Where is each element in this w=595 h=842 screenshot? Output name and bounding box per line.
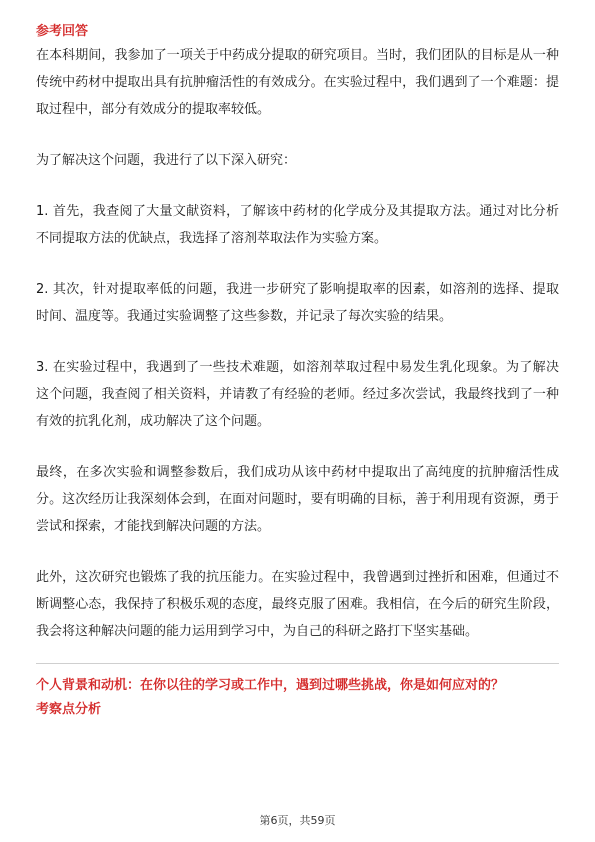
paragraph-research-lead: 为了解决这个问题，我进行了以下深入研究：	[36, 153, 297, 168]
paragraph-reflection: 此外，这次研究也锻炼了我的抗压能力。在实验过程中，我曾遇到过挫折和困难，但通过不断调整心态，我保持了积极乐观的态度，最终克服了困难。我相信，在今后的研究生阶段，我会将这种解决问题的能力运用到学习中，为自己的科研之路打下坚实基础。	[36, 570, 559, 639]
paragraph-step-2: 2. 其次，针对提取率低的问题，我进一步研究了影响提取率的因素，如溶剂的选择、提取时间、温度等。我通过实验调整了这些参数，并记录了每次实验的结果。	[36, 282, 559, 324]
analysis-heading: 考察点分析	[36, 702, 102, 717]
paragraph-step-1: 1. 首先，我查阅了大量文献资料，了解该中药材的化学成分及其提取方法。通过对比分析不同提取方法的优缺点，我选择了溶剂萃取法作为实验方案。	[36, 204, 559, 246]
paragraph-intro: 在本科期间，我参加了一项关于中药成分提取的研究项目。当时，我们团队的目标是从一种传统中药材中提取出具有抗肿瘤活性的有效成分。在实验过程中，我们遇到了一个难题：提取过程中，部分有效成分的提取率较低。	[36, 48, 559, 117]
page-footer: 第6页，共59页	[259, 814, 336, 827]
next-question-title: 个人背景和动机：在你以往的学习或工作中，遇到过哪些挑战，你是如何应对的？	[36, 678, 505, 693]
document-body	[36, 22, 559, 722]
answer-heading: 参考回答	[36, 24, 89, 39]
section-divider	[36, 663, 559, 664]
paragraph-step-3: 3. 在实验过程中，我遇到了一些技术难题，如溶剂萃取过程中易发生乳化现象。为了解决这个问题，我查阅了相关资料，并请教了有经验的老师。经过多次尝试，我最终找到了一种有效的抗乳化剂，成功解决了这个问题。	[36, 360, 559, 429]
paragraph-result: 最终，在多次实验和调整参数后，我们成功从该中药材中提取出了高纯度的抗肿瘤活性成分。这次经历让我深刻体会到，在面对问题时，要有明确的目标，善于利用现有资源，勇于尝试和探索，才能找到解决问题的方法。	[36, 465, 559, 534]
